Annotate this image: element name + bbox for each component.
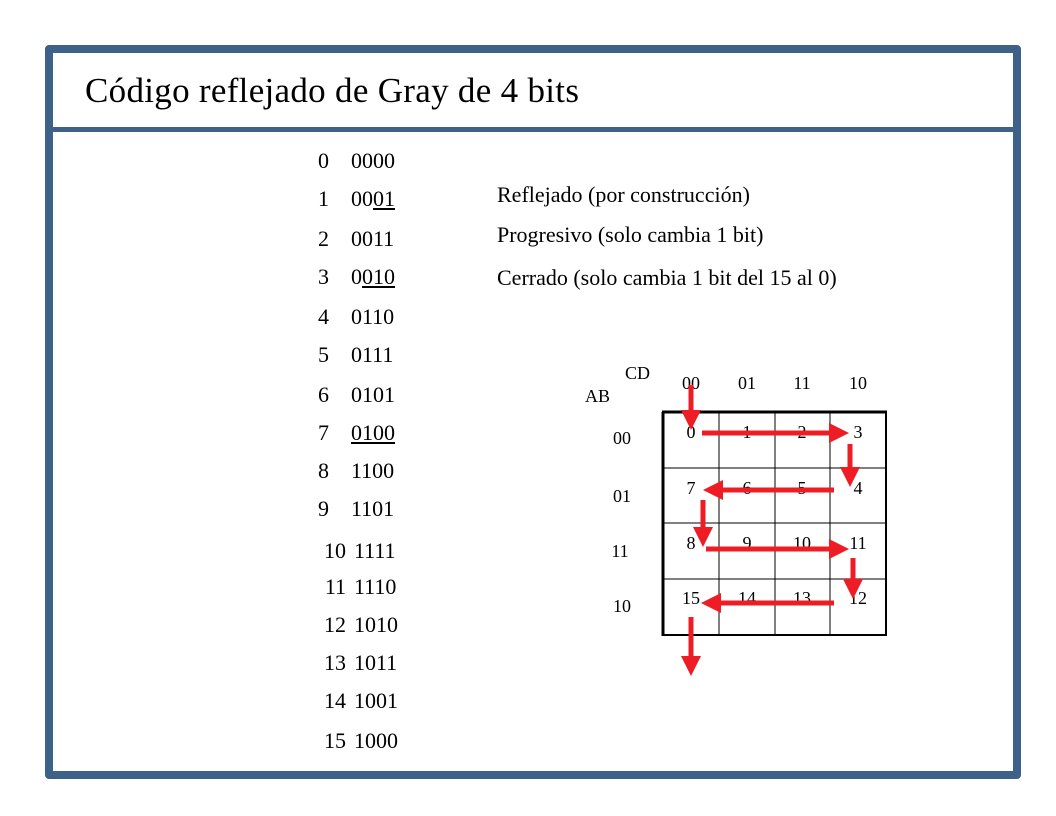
kmap-cell: 5 (797, 478, 807, 498)
decimal-value: 2 (318, 226, 329, 251)
gray-code-plain: 0110 (351, 304, 395, 329)
kmap-cell: 13 (793, 588, 811, 608)
kmap-cell: 2 (797, 422, 807, 442)
kmap-col-header: 00 (682, 373, 700, 393)
gray-code-plain: 1101 (351, 496, 395, 521)
kmap-cell: 6 (742, 478, 752, 498)
gray-code-plain: 1010 (354, 612, 398, 637)
decimal-value: 5 (318, 342, 329, 367)
kmap-cell: 15 (682, 588, 700, 608)
decimal-value: 3 (318, 264, 329, 289)
decimal-value: 4 (318, 304, 329, 329)
gray-code-underlined: 01 (373, 186, 395, 211)
decimal-value: 9 (318, 496, 329, 521)
decimal-value: 0 (318, 148, 329, 173)
kmap-col-var: CD (625, 363, 651, 383)
decimal-value: 8 (318, 458, 329, 483)
gray-code-plain: 1111 (354, 538, 396, 563)
property-closed: Cerrado (solo cambia 1 bit del 15 al 0) (497, 265, 837, 290)
gray-code-plain: 0 (351, 264, 362, 289)
kmap-cell: 0 (686, 422, 696, 442)
gray-code-underlined: 0100 (351, 420, 395, 445)
kmap-col-header: 10 (849, 373, 867, 393)
kmap-row-header: 01 (613, 486, 631, 506)
kmap-cell: 8 (686, 533, 696, 553)
kmap-cell: 1 (742, 422, 752, 442)
decimal-value: 12 (324, 612, 346, 637)
kmap-cell: 4 (853, 478, 863, 498)
gray-code-plain: 0000 (351, 148, 395, 173)
kmap-row-header: 11 (611, 541, 629, 561)
kmap-cell: 11 (849, 533, 867, 553)
gray-code-plain: 0101 (351, 382, 395, 407)
property-progressive: Progresivo (solo cambia 1 bit) (497, 222, 764, 247)
kmap-row-header: 00 (613, 428, 631, 448)
gray-code-plain: 1001 (354, 688, 398, 713)
decimal-value: 13 (324, 650, 346, 675)
kmap-row-header: 10 (613, 596, 631, 616)
decimal-value: 14 (324, 688, 346, 713)
kmap-cell: 7 (686, 478, 696, 498)
decimal-value: 1 (318, 186, 329, 211)
gray-code-plain: 0111 (351, 342, 394, 367)
gray-code-plain: 0011 (351, 226, 395, 251)
gray-code-underlined: 010 (362, 264, 395, 289)
gray-code-plain: 1110 (354, 574, 397, 599)
kmap-cell: 3 (853, 422, 863, 442)
gray-code-plain: 00 (351, 186, 373, 211)
property-reflected: Reflejado (por construcción) (497, 182, 750, 207)
kmap-row-var: AB (585, 386, 611, 406)
kmap-cell: 9 (742, 533, 752, 553)
decimal-value: 15 (324, 728, 346, 753)
gray-code-plain: 1011 (354, 650, 398, 675)
decimal-value: 7 (318, 420, 329, 445)
gray-code-plain: 1100 (351, 458, 395, 483)
decimal-value: 11 (324, 574, 346, 599)
kmap-cell: 14 (738, 588, 756, 608)
decimal-value: 10 (324, 538, 346, 563)
decimal-value: 6 (318, 382, 329, 407)
traversal-arrows (691, 385, 853, 667)
slide-title: Código reflejado de Gray de 4 bits (85, 71, 580, 110)
gray-code-plain: 1000 (354, 728, 398, 753)
kmap-col-header: 11 (793, 373, 811, 393)
kmap-col-header: 01 (738, 373, 756, 393)
kmap-cell: 12 (849, 588, 867, 608)
kmap-cell: 10 (793, 533, 811, 553)
